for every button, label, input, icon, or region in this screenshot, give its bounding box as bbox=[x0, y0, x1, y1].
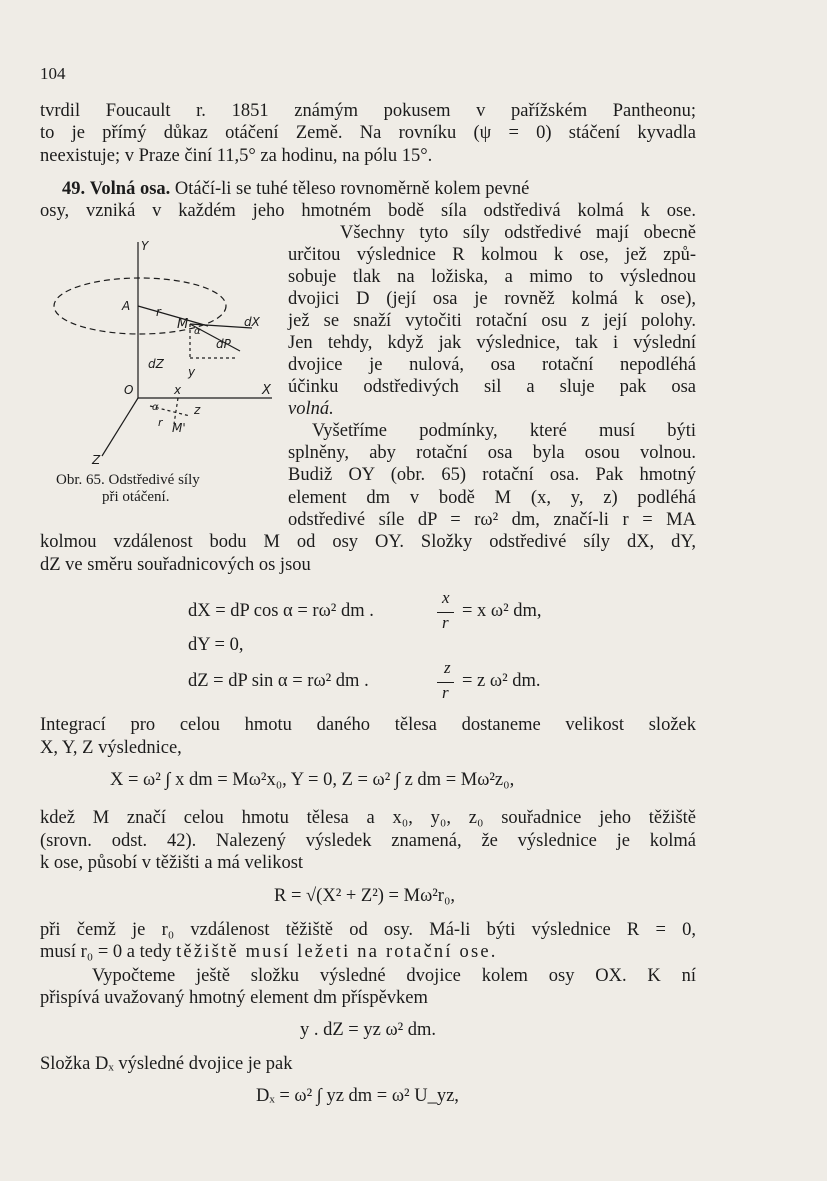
text-line: osy, vzniká v každém jeho hmotném bodě síla odstředivá kolmá k ose. bbox=[40, 201, 696, 221]
section-heading bbox=[62, 178, 696, 200]
figure-65-diagram bbox=[40, 236, 280, 470]
text-line: přispívá uvažovaný hmotný element dm příspěvkem bbox=[40, 988, 428, 1008]
label-r: r bbox=[156, 305, 161, 319]
text-line: k ose, působí v těžišti a má velikost bbox=[40, 853, 304, 873]
label-O: O bbox=[124, 383, 134, 397]
label-alpha: α bbox=[194, 326, 201, 337]
text-line: Vypočteme ještě složku výsledné dvojice kolem osy OX. K ní bbox=[92, 966, 696, 986]
text-line: Vyšetříme podmínky, které musí býti bbox=[312, 421, 696, 441]
fraction-denominator: r bbox=[442, 613, 449, 632]
text-line: odstředivé síle dP = rω² dm, značí-li r = MA bbox=[288, 510, 696, 530]
label-M: M bbox=[177, 317, 189, 332]
label-Z: Z bbox=[92, 453, 101, 467]
label-dZ: dZ bbox=[148, 357, 164, 371]
equation: Dₓ = ω² ∫ yz dm = ω² U_yz, bbox=[256, 1086, 459, 1106]
label-y: y bbox=[188, 365, 196, 379]
z-axis-line bbox=[102, 398, 138, 456]
label-dP: dP bbox=[216, 337, 231, 351]
label-Mprime: M' bbox=[172, 421, 186, 435]
text-line: splněny, aby rotační osa byla osou volnou. bbox=[288, 443, 696, 463]
text-line: dvojice je nulová, osa rotační nepodléhá bbox=[288, 355, 696, 375]
text-line: kdež M značí celou hmotu tělesa a x₀, y₀, z₀ souřadnice jeho těžiště bbox=[40, 808, 696, 828]
equation: dY = 0, bbox=[188, 635, 244, 655]
label-Y: Y bbox=[141, 239, 149, 253]
text-line: kolmou vzdálenost bodu M od osy OY. Složky odstředivé síly dX, dY, bbox=[40, 532, 696, 552]
equation: = z ω² dm. bbox=[462, 671, 541, 691]
text-span: musí r₀ = 0 a tedy bbox=[40, 942, 172, 962]
equation: dX = dP cos α = rω² dm . bbox=[188, 601, 374, 621]
equation: y . dZ = yz ω² dm. bbox=[300, 1020, 437, 1040]
section-number: 49. bbox=[62, 179, 86, 199]
text-line: dZ ve směru souřadnicových os jsou bbox=[40, 555, 311, 575]
text-line: jež se snaží vytočiti rotační osu z její polohy. bbox=[288, 311, 696, 331]
text-line: neexistuje; v Praze činí 11,5° za hodinu, na pólu 15°. bbox=[40, 146, 433, 166]
label-dX: dX bbox=[244, 315, 260, 329]
text-line: určitou výslednice R kolmou k ose, jež způ- bbox=[288, 245, 696, 265]
label-x: x bbox=[174, 383, 182, 397]
text-line: X, Y, Z výslednice, bbox=[40, 738, 182, 758]
equation: = x ω² dm, bbox=[462, 601, 542, 621]
label-r2: r bbox=[158, 416, 163, 429]
fraction-denominator: r bbox=[442, 683, 449, 702]
text-line: Jen tehdy, když jak výslednice, tak i výslední bbox=[288, 333, 696, 353]
label-alpha2: α bbox=[152, 402, 159, 413]
figure-caption: Obr. 65. Odstředivé síly bbox=[56, 472, 200, 488]
text-line: při čemž je r₀ vzdálenost těžiště od osy. Má-li býti výslednice R = 0, bbox=[40, 920, 696, 940]
label-X: X bbox=[262, 383, 271, 398]
text-line: Integrací pro celou hmotu daného tělesa dostaneme velikost složek bbox=[40, 715, 696, 735]
page-number: 104 bbox=[40, 64, 66, 83]
text-line: Budiž OY (obr. 65) rotační osa. Pak hmotný bbox=[288, 465, 696, 485]
text-line: účinku odstředivých sil a sluje pak osa bbox=[288, 377, 696, 397]
label-A: A bbox=[122, 299, 131, 313]
equation: X = ω² ∫ x dm = Mω²x₀, Y = 0, Z = ω² ∫ z dm = Mω²z₀, bbox=[110, 770, 515, 790]
text-line: Všechny tyto síly odstředivé mají obecně bbox=[340, 223, 696, 243]
label-z: z bbox=[194, 403, 201, 417]
text-line: element dm v bodě M (x, y, z) podléhá bbox=[288, 488, 696, 508]
section-text: Otáčí-li se tuhé těleso rovnoměrně kolem pevné bbox=[174, 179, 530, 199]
text-line: Složka Dₓ výsledné dvojice je pak bbox=[40, 1054, 293, 1074]
figure-caption: při otáčení. bbox=[102, 489, 170, 505]
text-line: sobuje tlak na ložiska, a mimo to výslednou bbox=[288, 267, 696, 287]
text-line: tvrdil Foucault r. 1851 známým pokusem v pařížském Pantheonu; bbox=[40, 101, 696, 121]
radius-line bbox=[138, 306, 208, 326]
equation: dZ = dP sin α = rω² dm . bbox=[188, 671, 369, 691]
text-line: dvojici D (její osa je rovněž kolmá k ose), bbox=[288, 289, 696, 309]
fraction-numerator: z bbox=[444, 658, 451, 677]
spaced-emphasis: těžiště musí ležeti na rotační ose. bbox=[176, 942, 498, 962]
text-line bbox=[40, 941, 498, 963]
equation: R = √(X² + Z²) = Mω²r₀, bbox=[274, 886, 456, 906]
section-title: Volná osa. bbox=[89, 179, 171, 199]
text-line: (srovn. odst. 42). Nalezený výsledek znamená, že výslednice je kolmá bbox=[40, 831, 696, 851]
text-line: to je přímý důkaz otáčení Země. Na rovníku (ψ = 0) stáčení kyvadla bbox=[40, 123, 696, 143]
fraction-numerator: x bbox=[442, 588, 450, 607]
text-line: volná. bbox=[288, 399, 334, 419]
